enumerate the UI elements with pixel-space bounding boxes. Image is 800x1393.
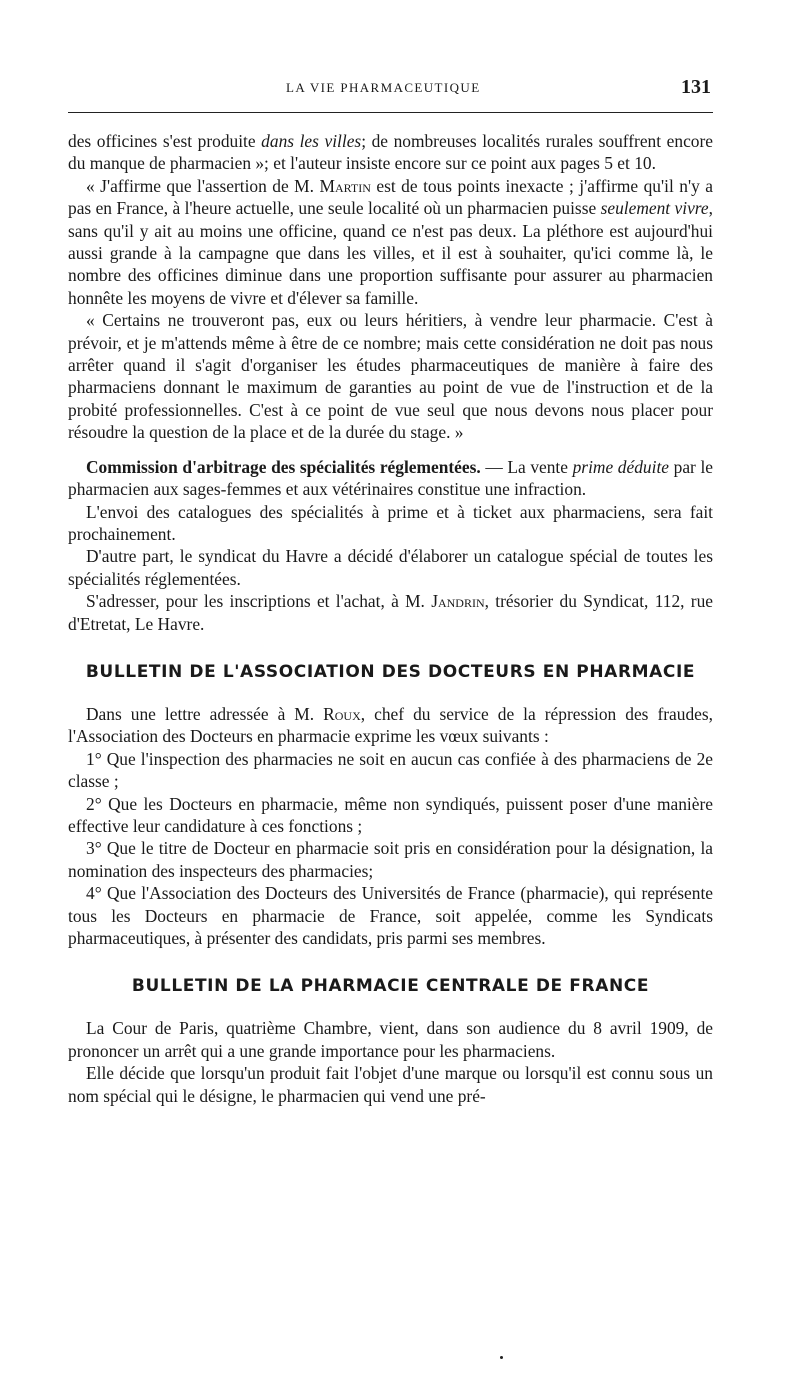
italic-run: seulement vivre — [600, 198, 709, 219]
spacer — [68, 997, 713, 1017]
text-run: Dans une lettre adressée à M. — [86, 703, 324, 724]
spacer — [68, 683, 713, 703]
paragraph-commission — [68, 456, 713, 501]
list-item-voeu-4: 4° Que l'Association des Docteurs des Universités de France (pharmacie), qui représente tous les Docteurs en pharmacie de France, soit appelée, comme les Syndicats pharmaceutiques, à présenter des candidats, pris parmi ses membres. — [68, 883, 713, 948]
text-run: , chef du service de la répression des fraudes, l'Association des Docteurs en pharmacie exprime les vœux suivants : — [68, 703, 713, 747]
print-speck — [500, 1356, 503, 1359]
person-name: Jandrin — [431, 591, 485, 612]
text-run: , sans qu'il y ait au moins une officine, quand ce n'est pas deux. La pléthore est aujourd'hui aussi grande à la campagne que dans les villes, et il est à souhaiter, qu'ici comme là, le nombre des officines diminue dans une proportion suffisante pour assurer au pharmacien honnête les moyens de vivre et d'élever sa famille. — [68, 198, 714, 308]
section-heading-pcf: BULLETIN DE LA PHARMACIE CENTRALE DE FRANCE — [131, 976, 650, 997]
section-heading-docteurs: BULLETIN DE L'ASSOCIATION DES DOCTEURS EN PHARMACIE — [85, 661, 696, 682]
paragraph-havre: D'autre part, le syndicat du Havre a décidé d'élaborer un catalogue spécial de toutes les spécialités réglementées. — [68, 546, 713, 589]
text-run: ; de nombreuses localités rurales souffrent encore du manque de pharmacien »; et l'auteur insiste encore sur ce point aux pages 5 et 10. — [68, 131, 713, 174]
paragraph-marque: Elle décide que lorsqu'un produit fait l'objet d'une marque ou lorsqu'il est connu sous un nom spécial qui le désigne, le pharmacien qui vend une pré- — [68, 1063, 713, 1106]
paragraph-address — [68, 590, 713, 635]
paragraph-catalogues: L'envoi des catalogues des spécialités à prime et à ticket aux pharmaciens, sera fait prochainement. — [68, 501, 713, 544]
person-name: Roux — [323, 703, 361, 724]
paragraph-continued — [68, 130, 713, 175]
paragraph-quote-martin — [68, 175, 713, 309]
paragraph-lettre — [68, 703, 713, 748]
text-run: S'adresser, pour les inscriptions et l'achat, à M. — [86, 591, 432, 612]
text-run: par le pharmacien aux sages-femmes et aux vétérinaires constitue une infraction. — [68, 456, 713, 500]
text-run: est de tous points inexacte ; j'affirme qu'il n'y a pas en France, à l'heure actuelle, une seule localité où un pharmacien puisse — [68, 175, 713, 219]
running-title: LA VIE PHARMACEUTIQUE — [286, 80, 481, 95]
list-item-voeu-1: 1° Que l'inspection des pharmacies ne soit en aucun cas confiée à des pharmaciens de 2e classe ; — [68, 748, 713, 792]
text-run: des officines s'est produite — [68, 131, 262, 151]
page-number: 131 — [681, 76, 711, 98]
text-run: « J'affirme que l'assertion de M. — [86, 175, 320, 196]
spacer — [68, 635, 713, 661]
body-text — [68, 130, 713, 1107]
spacer — [68, 444, 713, 456]
italic-run: prime déduite — [572, 456, 669, 477]
list-item-voeu-3: 3° Que le titre de Docteur en pharmacie soit pris en considération pour la désignation, la nomination des inspecteurs des pharmacies; — [68, 838, 713, 881]
paragraph-quote-heritiers: « Certains ne trouveront pas, eux ou leurs héritiers, à vendre leur pharmacie. C'est à prévoir, et je m'attends même à être de ce nombre; mais cette considération ne doit pas nous arrêter quand il s'agit d'organiser les études pharmaceutiques de manière à faire des pharmaciens donnant le maximum de garanties au point de vue de l'instruction et de la probité professionnelles. C'est à ce point de vue seul que nous devons nous placer pour résoudre la question de la place et de la durée du stage. » — [68, 310, 713, 443]
page-header — [68, 76, 713, 102]
person-name: Martin — [319, 175, 371, 196]
text-run: , trésorier du Syndicat, 112, rue d'Etretat, Le Havre. — [68, 591, 713, 634]
paragraph-lead: Commission d'arbitrage des spécialités réglementées. — [86, 456, 481, 477]
italic-run: dans les villes — [261, 131, 362, 151]
header-rule — [68, 112, 713, 113]
paragraph-cour: La Cour de Paris, quatrième Chambre, vient, dans son audience du 8 avril 1909, de prononcer un arrêt qui a une grande importance pour les pharmaciens. — [68, 1018, 713, 1061]
spacer — [68, 949, 713, 975]
text-run: — La vente — [480, 456, 573, 477]
list-item-voeu-2: 2° Que les Docteurs en pharmacie, même non syndiqués, puissent poser d'une manière effective leur candidature à ces fonctions ; — [68, 793, 713, 836]
